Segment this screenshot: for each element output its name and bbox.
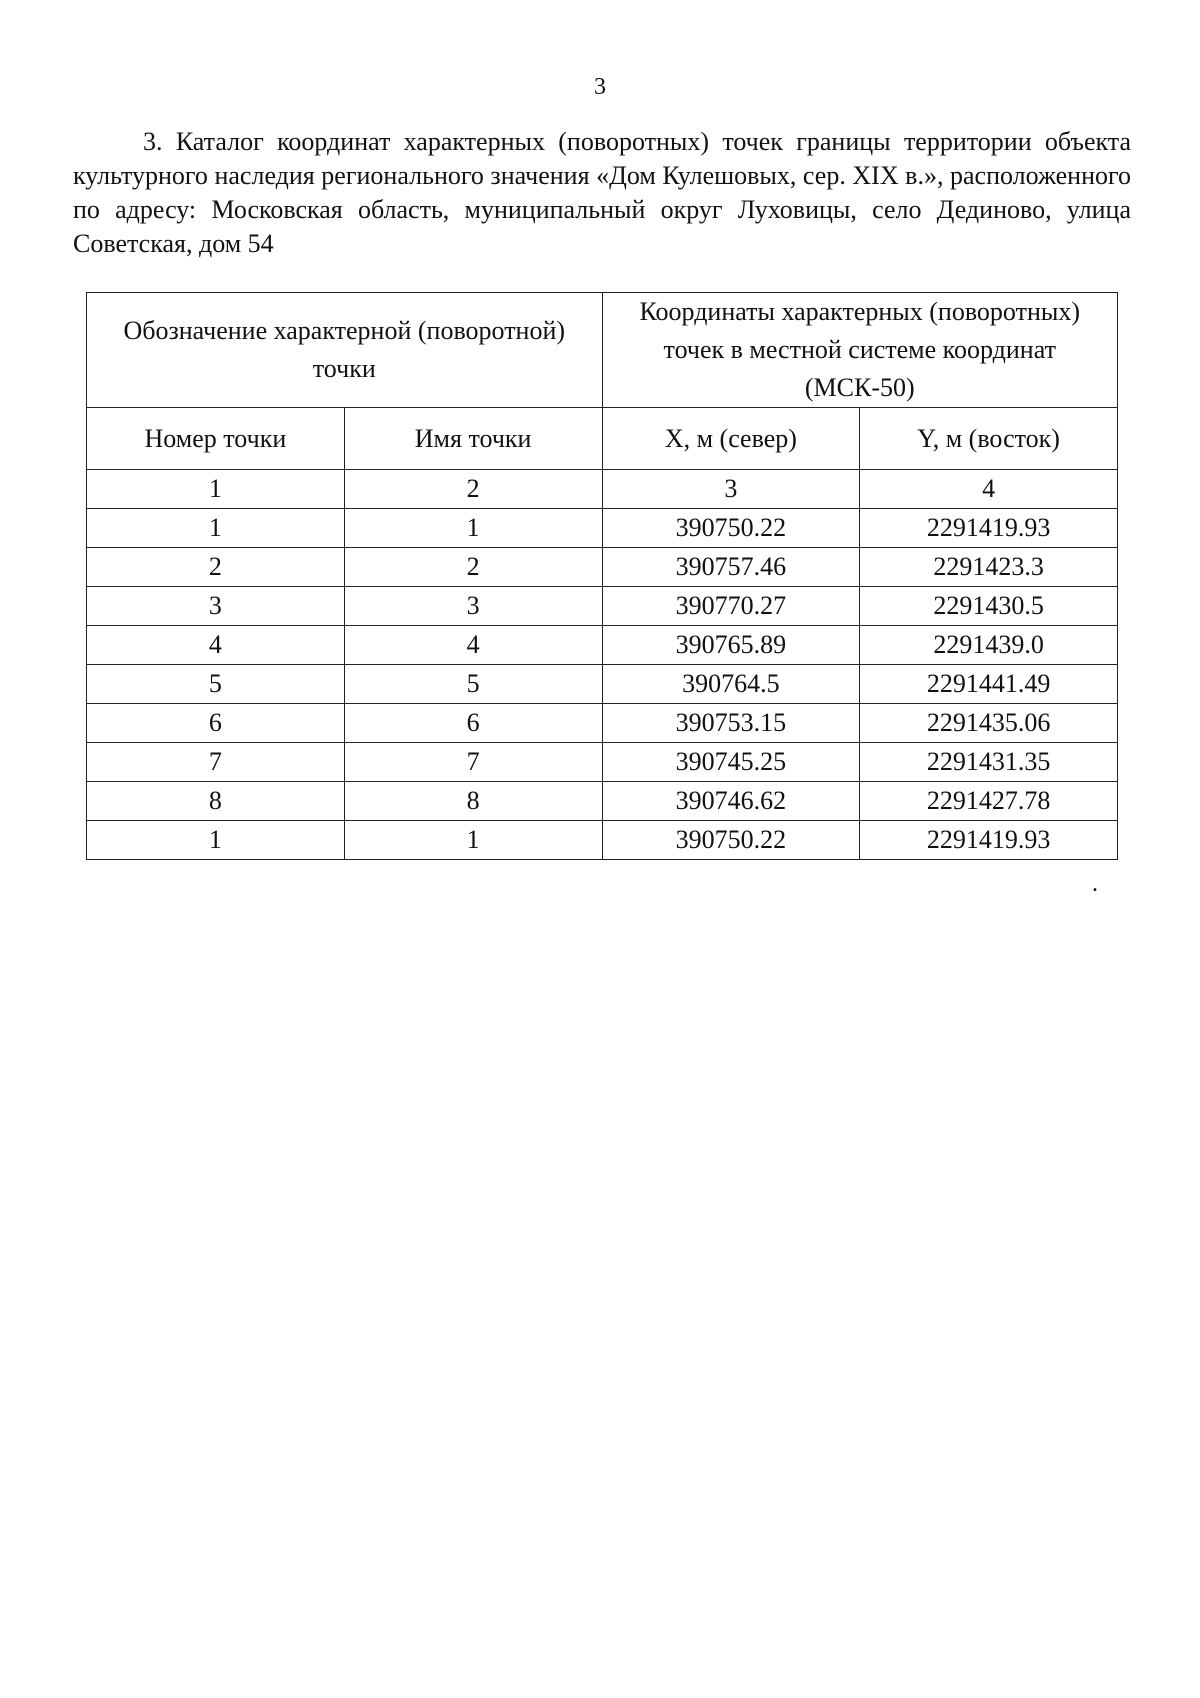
column-number-2: 2: [344, 470, 602, 509]
table-header-row-2: [87, 408, 1118, 470]
column-number-row: [87, 470, 1118, 509]
table-row: [87, 548, 1118, 587]
column-number-3: 3: [602, 470, 860, 509]
cell-x-coordinate: 390765.89: [602, 626, 860, 665]
cell-point-number: 1: [87, 509, 345, 548]
table-row: [87, 587, 1118, 626]
cell-y-coordinate: 2291419.93: [860, 509, 1118, 548]
header-point-name: Имя точки: [344, 408, 602, 470]
cell-point-number: 6: [87, 704, 345, 743]
cell-x-coordinate: 390764.5: [602, 665, 860, 704]
cell-point-number: 1: [87, 821, 345, 860]
column-number-1: 1: [87, 470, 345, 509]
header-point-number: Номер точки: [87, 408, 345, 470]
cell-point-name: 8: [344, 782, 602, 821]
table-row: [87, 821, 1118, 860]
cell-y-coordinate: 2291431.35: [860, 743, 1118, 782]
cell-point-name: 5: [344, 665, 602, 704]
cell-point-number: 8: [87, 782, 345, 821]
table-row: [87, 509, 1118, 548]
cell-y-coordinate: 2291423.3: [860, 548, 1118, 587]
catalog-intro-paragraph: 3. Каталог координат характерных (поворотных) точек границы территории объекта культурного наследия регионального значения «Дом Кулешовых, сер. XIX в.», расположенного по адресу: Московская область, муниципальный округ Луховицы, село Дединово, улица Советская, дом 54: [73, 127, 1131, 258]
cell-point-number: 4: [87, 626, 345, 665]
header-y-east: Y, м (восток): [860, 408, 1118, 470]
cell-point-name: 4: [344, 626, 602, 665]
header-point-designation: Обозначение характерной (поворотной) точки: [87, 293, 603, 408]
cell-x-coordinate: 390770.27: [602, 587, 860, 626]
cell-point-name: 6: [344, 704, 602, 743]
cell-point-name: 3: [344, 587, 602, 626]
cell-x-coordinate: 390750.22: [602, 821, 860, 860]
coordinates-table: [86, 292, 1118, 860]
cell-y-coordinate: 2291441.49: [860, 665, 1118, 704]
cell-y-coordinate: 2291419.93: [860, 821, 1118, 860]
cell-x-coordinate: 390745.25: [602, 743, 860, 782]
trailing-mark: .: [1092, 871, 1098, 897]
cell-y-coordinate: 2291427.78: [860, 782, 1118, 821]
cell-point-number: 2: [87, 548, 345, 587]
cell-y-coordinate: 2291439.0: [860, 626, 1118, 665]
table-row: [87, 743, 1118, 782]
page-number: 3: [594, 74, 606, 100]
header-x-north: X, м (север): [602, 408, 860, 470]
cell-point-name: 2: [344, 548, 602, 587]
cell-point-name: 7: [344, 743, 602, 782]
cell-x-coordinate: 390750.22: [602, 509, 860, 548]
cell-y-coordinate: 2291435.06: [860, 704, 1118, 743]
cell-point-number: 3: [87, 587, 345, 626]
table-row: [87, 626, 1118, 665]
cell-point-name: 1: [344, 821, 602, 860]
table-row: [87, 665, 1118, 704]
cell-x-coordinate: 390757.46: [602, 548, 860, 587]
column-number-4: 4: [860, 470, 1118, 509]
table-row: [87, 782, 1118, 821]
cell-x-coordinate: 390753.15: [602, 704, 860, 743]
table-row: [87, 704, 1118, 743]
cell-point-name: 1: [344, 509, 602, 548]
cell-point-number: 7: [87, 743, 345, 782]
header-coordinates-msk50: Координаты характерных (поворотных) точек в местной системе координат (МСК-50): [602, 293, 1118, 408]
cell-point-number: 5: [87, 665, 345, 704]
cell-y-coordinate: 2291430.5: [860, 587, 1118, 626]
cell-x-coordinate: 390746.62: [602, 782, 860, 821]
table-header-row-1: [87, 293, 1118, 408]
